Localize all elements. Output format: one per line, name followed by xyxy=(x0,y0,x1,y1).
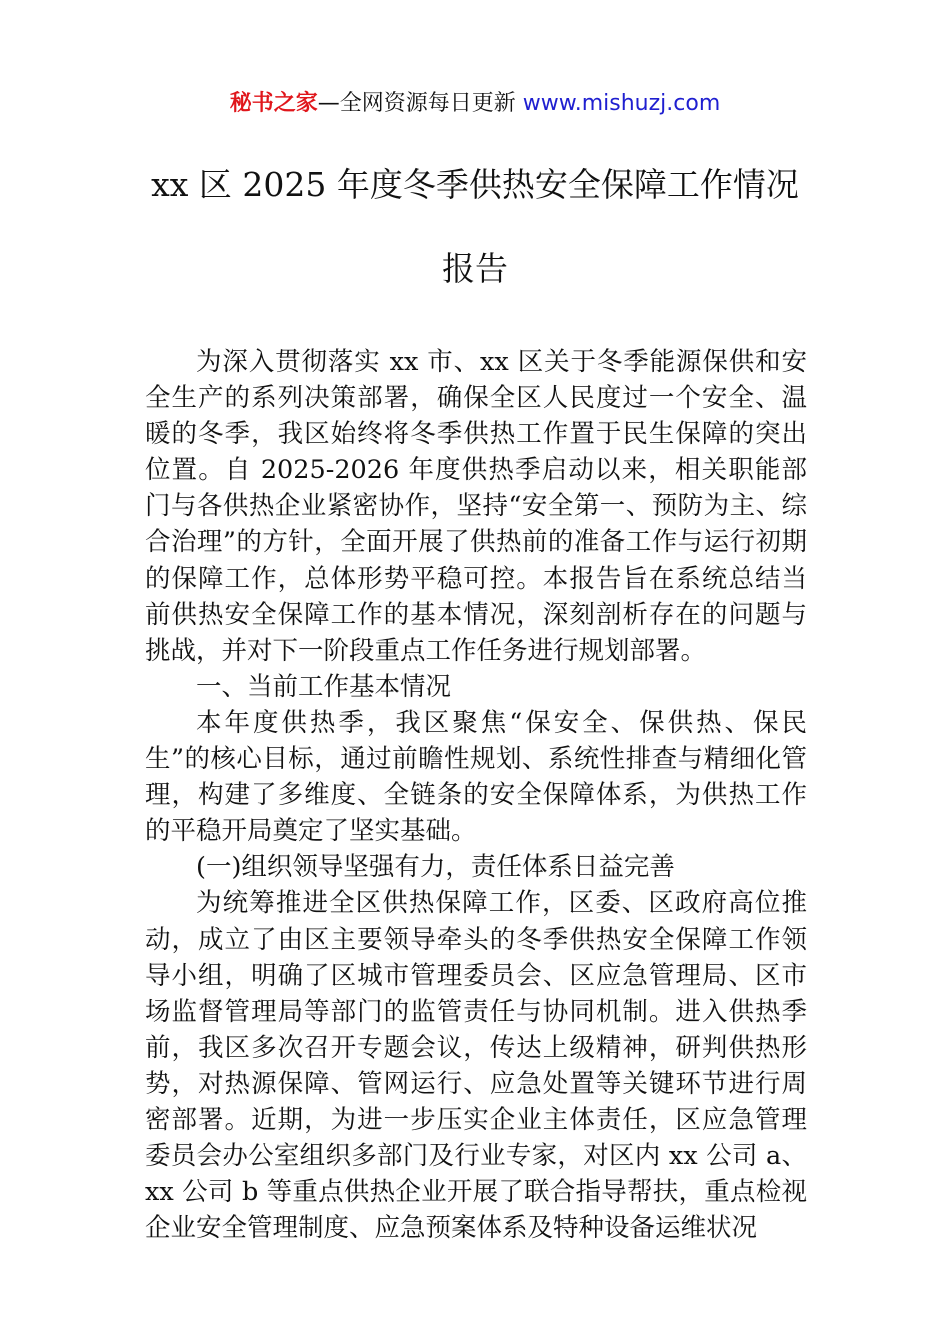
site-header xyxy=(0,86,950,122)
title-line-2: 报告 xyxy=(442,249,508,288)
brand-name: 秘书之家 xyxy=(229,91,318,116)
intro-paragraph: 为深入贯彻落实 xx 市、xx 区关于冬季能源保供和安全生产的系列决策部署，确保全区人民度过一个安全、温暖的冬季，我区始终将冬季供热工作置于民生保障的突出位置。自 2025-2026 年度供热季启动以来，相关职能部门与各供热企业紧密协作，坚持“安全第一、预防为主、综合治理”的方针，全面开展了供热前的准备工作与运行初期的保障工作，总体形势平稳可控。本报告旨在系统总结当前供热安全保障工作的基本情况，深刻剖析存在的问题与挑战，并对下一阶段重点工作任务进行规划部署。 xyxy=(145,347,807,666)
site-url-link[interactable]: www.mishuzj.com xyxy=(522,91,721,116)
document-body xyxy=(145,344,807,1246)
header-separator: — xyxy=(317,91,340,116)
subsection-heading-1: (一)组织领导坚强有力，责任体系日益完善 xyxy=(196,852,675,883)
section-1-paragraph: 本年度供热季，我区聚焦“保安全、保供热、保民生”的核心目标，通过前瞻性规划、系统性排查与精细化管理，构建了多维度、全链条的安全保障体系，为供热工作的平稳开局奠定了坚实基础。 xyxy=(145,707,807,847)
subsection-1-paragraph: 为统筹推进全区供热保障工作，区委、区政府高位推动，成立了由区主要领导牵头的冬季供热安全保障工作领导小组，明确了区城市管理委员会、区应急管理局、区市场监督管理局等部门的监管责任与协同机制。进入供热季前，我区多次召开专题会议，传达上级精神，研判供热形势，对热源保障、管网运行、应急处置等关键环节进行周密部署。近期，为进一步压实企业主体责任，区应急管理委员会办公室组织多部门及行业专家，对区内 xx 公司 a、xx 公司 b 等重点供热企业开展了联合指导帮扶，重点检视企业安全管理制度、应急预案体系及特种设备运维状况 xyxy=(145,888,807,1244)
section-heading-1: 一、当前工作基本情况 xyxy=(196,671,452,702)
document-title xyxy=(0,158,950,326)
title-line-1: xx 区 2025 年度冬季供热安全保障工作情况 xyxy=(151,165,799,204)
header-tagline: 全网资源每日更新 xyxy=(339,91,516,116)
